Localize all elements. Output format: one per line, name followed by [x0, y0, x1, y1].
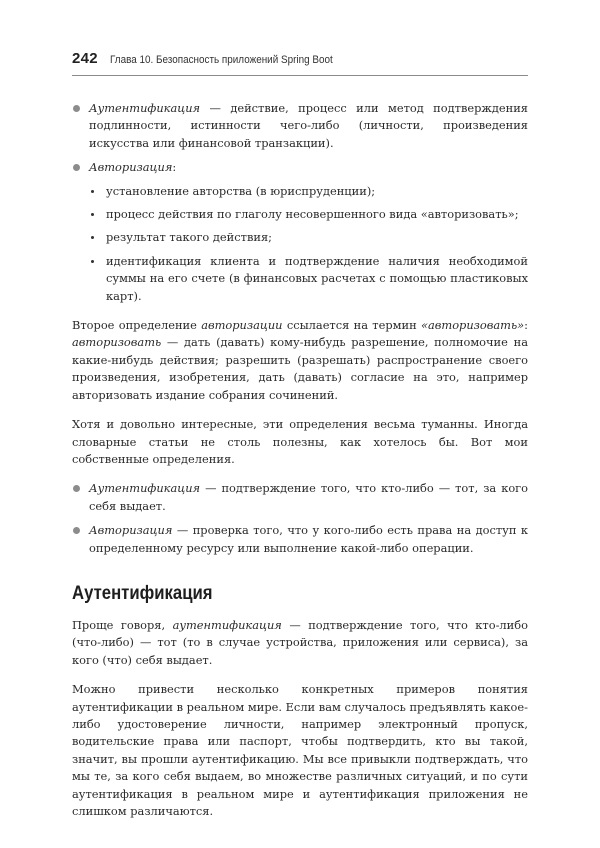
page-body: [72, 100, 528, 820]
sub-item-text: идентификация клиента и подтверждение наличия необходимой суммы на его счете (в финансовых расчетах с помощью пластиковых карт).: [106, 253, 528, 303]
paragraph-examples: Можно привести несколько конкретных примеров понятия аутентификации в реальном мире. Если вам случалось предъявлять какое-либо удостоверение личности, например электронный пропуск, водительские права или паспорт, чтобы подтвердить, кто вы такой, значит, вы прошли аутентификацию. Мы все привыкли подтверждать, что мы те, за кого себя выдаем, во множестве различных ситуаций, и по сути аутентификация в реальном мире и аутентификация приложения не слишком различаются.: [72, 682, 528, 818]
bullet-icon: [73, 164, 80, 171]
list-item: [72, 159, 528, 305]
text-run: — дать (давать) кому-нибудь разрешение, полномочие на какие-нибудь действия; разрешить (разрешать) распространение своего произведения, изобретения, дать (давать) согласие на это, например авторизовать издание собрания сочинений.: [72, 335, 528, 402]
sub-item-text: установление авторства (в юриспруденции);: [106, 183, 376, 198]
paragraph-vague: Хотя и довольно интересные, эти определения весьма туманны. Иногда словарные статьи не столь полезны, как хотелось бы. Вот мои собственные определения.: [72, 417, 528, 466]
sub-list-item: [89, 229, 528, 246]
sub-bullet-icon: [91, 260, 94, 263]
term-authentication: Аутентификация: [89, 481, 201, 496]
sub-item-text: результат такого действия;: [106, 230, 272, 245]
list-item: [72, 100, 528, 152]
emphasis: «авторизовать»: [421, 318, 525, 333]
sub-item-text: процесс действия по глаголу несовершенного вида «авторизовать»;: [106, 207, 519, 222]
paragraph-second-definition: [72, 317, 528, 404]
sub-list-item: [89, 206, 528, 223]
running-head: Глава 10. Безопасность приложений Spring Boot: [109, 54, 333, 66]
sub-list-item: [89, 253, 528, 305]
emphasis: авторизации: [201, 318, 283, 333]
sub-list-item: [89, 183, 528, 200]
own-definitions-list: [72, 480, 528, 557]
term-authorization: Авторизация: [89, 523, 173, 538]
term-colon: :: [172, 160, 177, 175]
bullet-icon: [73, 105, 80, 112]
list-item: [72, 480, 528, 515]
bullet-icon: [73, 527, 80, 534]
list-item: [72, 522, 528, 557]
emphasis: авторизовать: [72, 335, 162, 350]
sub-bullet-icon: [91, 236, 94, 239]
authorization-meanings-list: [89, 183, 528, 305]
text-run: :: [524, 318, 528, 333]
section-heading: Аутентификация: [72, 582, 213, 604]
dictionary-definitions-list: [72, 100, 528, 305]
term-authentication: Аутентификация: [89, 101, 201, 115]
term-authorization: Авторизация: [89, 160, 173, 175]
definition-text: — подтверждение того, что кто-либо — тот, за кого себя выдает.: [89, 481, 528, 513]
text-run: Второе определение: [72, 318, 202, 333]
page-number: 242: [72, 50, 98, 67]
text-run: — подтверждение того, что кто-либо (что-либо) — тот (то в случае устройства, приложения или сервиса), за кого (что) себя выдает.: [72, 617, 528, 667]
text-run: Проще говоря,: [72, 617, 173, 632]
bullet-icon: [73, 485, 80, 492]
paragraph-simply: [72, 617, 528, 669]
header-divider: [72, 75, 528, 76]
definition-text: — действие, процесс или метод подтверждения подлинности, истинности чего-либо (личности, произведения искусства или финансовой транзакции).: [89, 101, 528, 150]
definition-text: — проверка того, что у кого-либо есть права на доступ к определенному ресурсу или выполнение какой-либо операции.: [89, 523, 528, 555]
emphasis: аутентификация: [172, 617, 282, 632]
sub-bullet-icon: [91, 213, 94, 216]
sub-bullet-icon: [91, 190, 94, 193]
text-run: ссылается на термин: [282, 318, 421, 333]
page-header: [72, 50, 528, 72]
